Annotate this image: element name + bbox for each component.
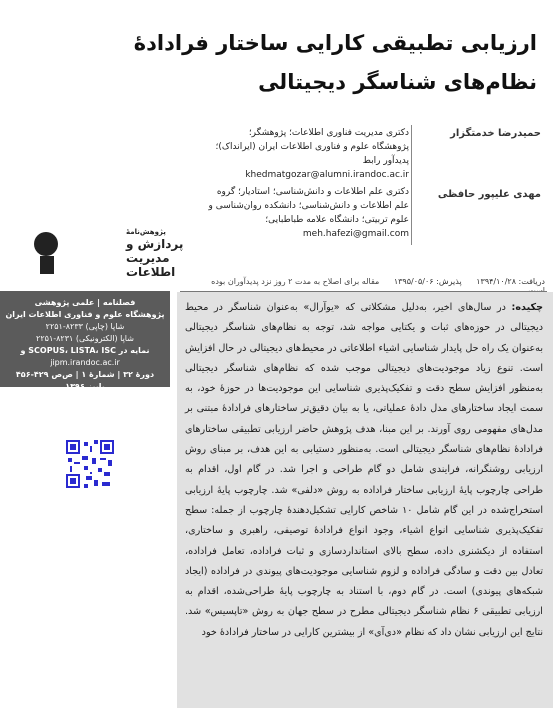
affiliation-line: پژوهشگاه علوم و فناوری اطلاعات ایران (ایرانداک)؛ <box>215 142 409 152</box>
journal-logo <box>30 224 184 280</box>
affiliation-line: دکتری مدیریت فناوری اطلاعات؛ پژوهشگر؛ <box>248 128 409 138</box>
affiliation-line: علوم تربیتی؛ دانشگاه علامه طباطبایی؛ <box>265 215 409 225</box>
author-email-1[interactable]: khedmatgozar@alumni.irandoc.ac.ir <box>245 170 409 180</box>
logo-text-line: پژوهش‌نامهٔ <box>126 228 166 236</box>
journal-info-line: نمایه در SCOPUS، LISTA، ISC و <box>20 346 150 355</box>
journal-info-line: پژوهشگاه علوم و فناوری اطلاعات ایران <box>5 310 165 319</box>
journal-info-line: شاپا (الکترونیکی) ۸۲۳۱-۲۲۵۱ <box>36 334 134 343</box>
abstract-text: در سال‌های اخیر، به‌دلیل مشکلاتی که «یوآرال» به‌عنوان شناسگر در محیط دیجیتالی در حوزه‌های ثبات و یکتایی مواجه شد، توجه به نظام‌های شناسگر دیجیتالی به‌عنوان یک راه حل پایدار شناسایی اشیاء اطلاعاتی در محیط‌های دیجیتالی در حال افزایش است. تنوع زیاد موجودیت‌های دیجیتالی موجب شده که نظام‌های شناسگر دیجیتالی به‌منظور افزایش سطح دقت و تفکیک‌پذیری شناسایی این موجودیت‌ها در حوزهٔ خود، به سمت ایجاد ساختارهای مدل دادهٔ عملیاتی، یا به بیان دقیق‌تر ساختارهای فرادادهٔ مبتنی بر مدل‌های مفهومی روی آورند. بر این مبنا، هدف پژوهش حاضر ارزیابی تطبیقی ساختارهای فرادادهٔ نظام‌های شناسگر دیجیتالی است. به‌منظور دستیابی به این هدف، بر مبنای روش ارزیابی روشنگرانه، فرایندی شامل دو گام طراحی و اجرا شد. در گام اول، اقدام به طراحی چارچوب پایهٔ ارزیابی ساختار فراداده به روش «دلفی» شد. چارچوب پایهٔ ارزیابی استخراج‌شده در این گام شامل ۱۰ شاخص کارایی تشکیل‌دهندهٔ چارچوب از جمله: سطح تفکیک‌پذیری شناسایی انواع اشیاء، وجود انواع فرادادهٔ توصیفی، راهبری و ساختاری، استفاده از دیکشنری داده، سطح بالای استانداردسازی و ثبات فراداده، تعامل فراداده، تعادل بین دقت و سادگی فراداده و لزوم شناسایی موجودیت‌های پیوندی در فراداده (ایجاد شبکه‌های پیوندی) است. در گام دوم، با استناد به چارچوب پایهٔ طراحی‌شده، اقدام به ارزیابی تطبیقی ۶ نظام شناسگر دیجیتالی مطرح در سطح جهان به روش «تاپسیس» شد. نتایج این ارزیابی نشان داد که نظام «دی‌آی» از بیشترین کارایی در ساختار فرادادهٔ خود <box>185 302 543 638</box>
journal-url[interactable]: jipm.irandoc.ac.ir <box>50 358 120 367</box>
title-line-2: نظام‌های شناسگر دیجیتالی <box>258 70 537 94</box>
logo-text-line: مدیریت <box>126 251 170 265</box>
author-affiliation-2 <box>169 185 409 241</box>
abstract-box <box>177 292 553 708</box>
author-divider <box>411 125 412 245</box>
qr-code-icon <box>66 440 114 488</box>
affiliation-line: پدیدآور رابط <box>362 156 409 166</box>
abstract-label: چکیده: <box>511 302 543 313</box>
revision-note: مقاله برای اصلاح به مدت ۲ روز نزد پدیدآوران بوده <box>211 277 380 286</box>
affiliation-line: دکتری علم اطلاعات و دانش‌شناسی؛ استادیار؛ گروه <box>216 187 409 197</box>
paper-title <box>37 24 537 102</box>
journal-info-line: شاپا (چاپی) ۸۲۳۳-۲۲۵۱ <box>45 322 125 331</box>
received-date: دریافت: ۱۳۹۴/۱۰/۲۸ <box>476 277 545 286</box>
journal-info-line: پاییز ۱۳۹۶ <box>65 382 105 391</box>
logo-mark-icon <box>34 232 58 256</box>
author-affiliation-1 <box>169 126 409 182</box>
accepted-date: پذیرش: ۱۳۹۵/۰۵/۰۶ <box>393 277 462 286</box>
journal-info-box <box>0 291 170 391</box>
affiliation-line: علم اطلاعات و دانش‌شناسی؛ دانشکده روان‌شناسی و <box>208 201 409 211</box>
journal-info-line: فصلنامه | علمی پژوهشی <box>34 298 136 307</box>
title-line-1: ارزیابی تطبیقی کارایی ساختار فرادادهٔ <box>133 31 537 55</box>
logo-text-line: اطلاعات <box>126 265 176 279</box>
author-name-1: حمیدرضا خدمتگزار <box>450 128 541 139</box>
journal-info-line: دورهٔ ۳۲ | شمارهٔ ۱ | ص‌ص ۴۲۹-۴۵۶ <box>15 370 155 379</box>
logo-text-line: پردازش و <box>126 237 184 251</box>
author-email-2[interactable]: meh.hafezi@gmail.com <box>302 229 409 239</box>
author-name-2: مهدی علیپور حافظی <box>437 189 541 200</box>
